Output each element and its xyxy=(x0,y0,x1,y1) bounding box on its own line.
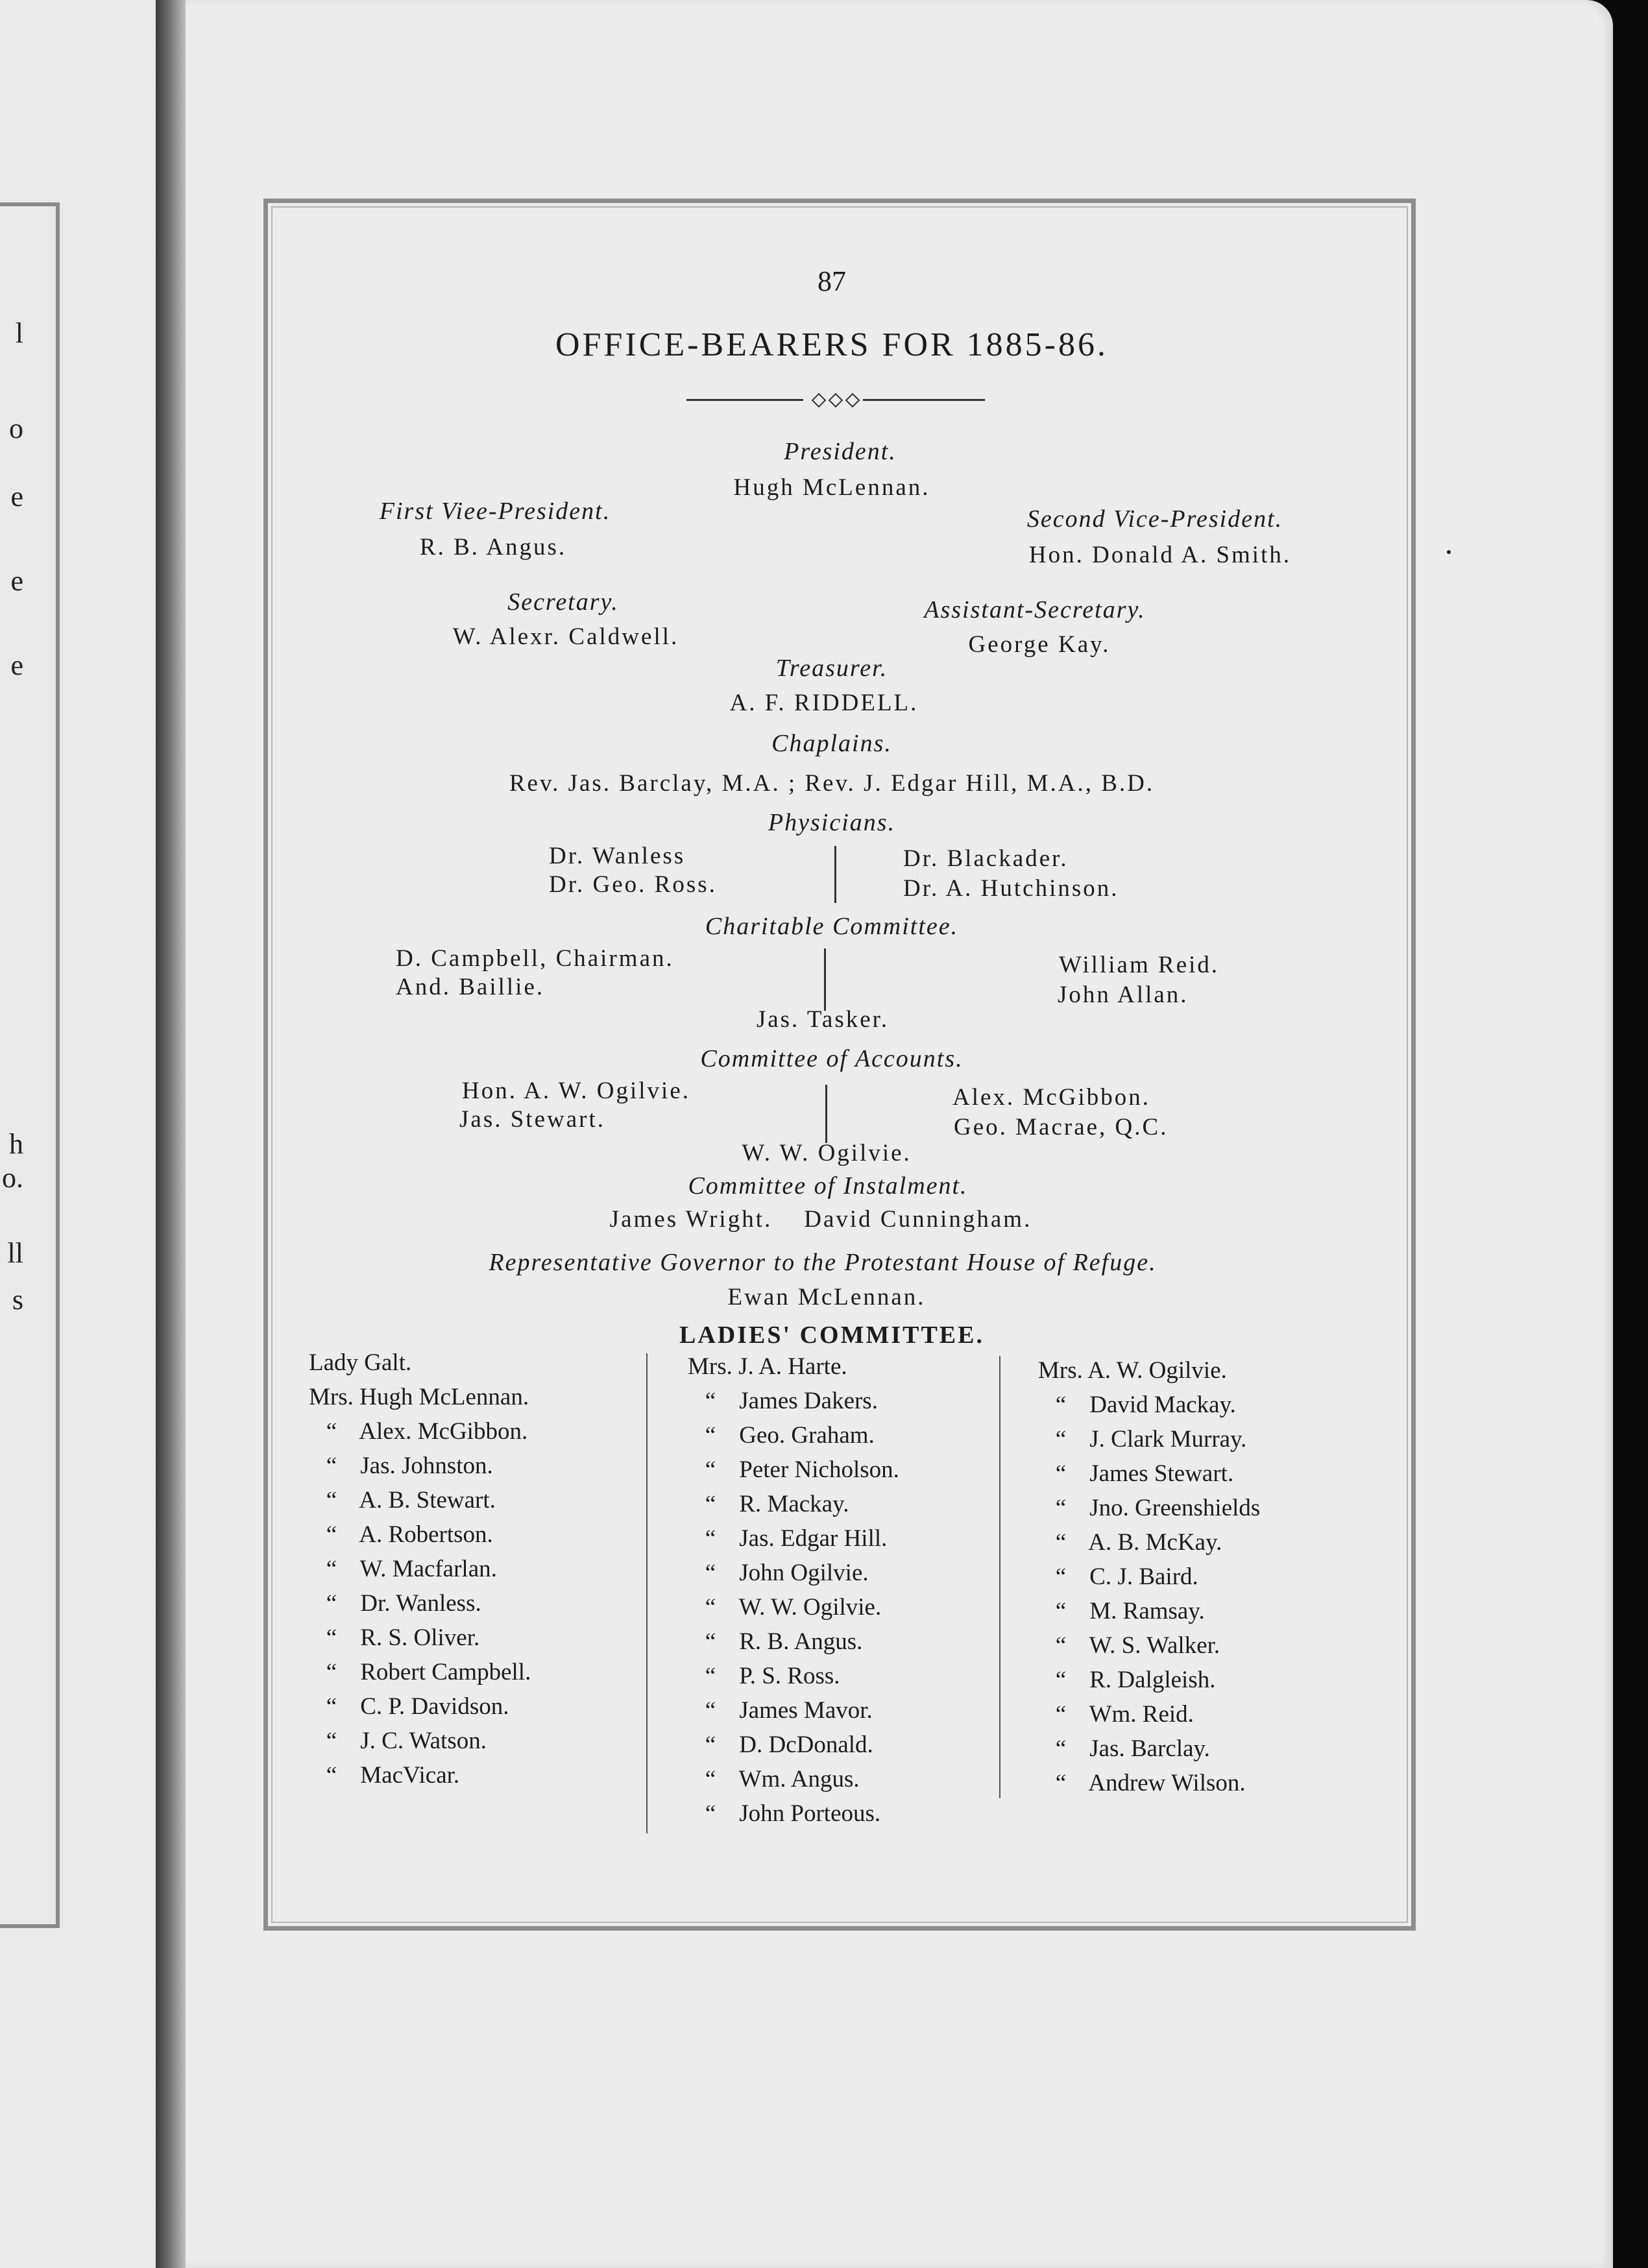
ladies-member: Mrs. A. W. Ogilvie. xyxy=(1038,1357,1227,1384)
ladies-member: P. S. Ross. xyxy=(739,1663,840,1689)
list-item xyxy=(688,1659,899,1693)
ladies-member: Lady Galt. xyxy=(309,1349,412,1376)
ladies-member: W. Macfarlan. xyxy=(359,1556,497,1582)
ditto-mark: “ xyxy=(1055,1495,1067,1521)
ladies-member: Geo. Graham. xyxy=(739,1422,875,1449)
ladies-member: Alex. McGibbon. xyxy=(359,1418,528,1445)
treasurer-name: A. F. RIDDELL. xyxy=(729,690,919,716)
ladies-member: C. J. Baird. xyxy=(1089,1563,1198,1590)
charitable-member: William Reid. xyxy=(1059,952,1220,978)
accounts-member: Geo. Macrae, Q.C. xyxy=(954,1114,1169,1140)
ditto-mark: “ xyxy=(326,1659,337,1685)
column-divider xyxy=(824,948,826,1011)
title-ornament xyxy=(686,393,985,406)
ladies-member: Jas. Johnston. xyxy=(360,1453,493,1479)
list-item xyxy=(1038,1422,1260,1456)
instalment-members: James Wright. David Cunningham. xyxy=(609,1206,1032,1233)
list-item xyxy=(1038,1731,1260,1766)
first-vice-president-role: First Viee-President. xyxy=(379,498,611,525)
list-item xyxy=(1038,1525,1260,1560)
refuge-governor-name: Ewan McLennan. xyxy=(727,1284,926,1310)
charitable-member: John Allan. xyxy=(1058,982,1189,1008)
list-item xyxy=(309,1586,531,1621)
list-item xyxy=(1038,1456,1260,1491)
facing-page-border xyxy=(0,202,60,1928)
assistant-secretary-role: Assistant-Secretary. xyxy=(924,596,1146,623)
facing-page-fragment: l xyxy=(15,317,23,349)
ladies-member: Wm. Reid. xyxy=(1089,1701,1194,1728)
accounts-member: W. W. Ogilvie. xyxy=(742,1140,912,1166)
ditto-mark: “ xyxy=(705,1525,716,1552)
physicians-role: Physicians. xyxy=(768,809,896,836)
accounts-committee-role: Committee of Accounts. xyxy=(700,1045,963,1072)
list-item xyxy=(309,1483,531,1517)
list-item xyxy=(688,1796,899,1831)
list-item xyxy=(688,1521,899,1556)
list-item xyxy=(1038,1560,1260,1594)
ladies-member: D. DcDonald. xyxy=(739,1731,873,1758)
ladies-member: R. Dalgleish. xyxy=(1089,1667,1216,1693)
ditto-mark: “ xyxy=(326,1487,337,1514)
list-item xyxy=(688,1728,899,1762)
facing-page-fragment: o xyxy=(9,413,23,444)
ladies-member: Wm. Angus. xyxy=(738,1766,860,1792)
ditto-mark: “ xyxy=(705,1697,716,1724)
ditto-mark: “ xyxy=(1055,1426,1067,1453)
physician-name: Dr. Blackader. xyxy=(903,845,1069,872)
ditto-mark: “ xyxy=(326,1556,337,1582)
list-item xyxy=(688,1453,899,1487)
list-item xyxy=(688,1418,899,1453)
ladies-member: Mrs. Hugh McLennan. xyxy=(309,1384,529,1410)
ladies-member: A. Robertson. xyxy=(359,1521,493,1548)
chaplains-role: Chaplains. xyxy=(771,730,892,757)
physician-name: Dr. Geo. Ross. xyxy=(549,871,717,898)
ditto-mark: “ xyxy=(326,1453,337,1479)
ditto-mark: “ xyxy=(1055,1701,1067,1728)
ditto-mark: “ xyxy=(705,1731,716,1758)
assistant-secretary-name: George Kay. xyxy=(968,631,1111,658)
list-item xyxy=(309,1414,531,1449)
chaplains-names: Rev. Jas. Barclay, M.A. ; Rev. J. Edgar Hill, M.A., B.D. xyxy=(509,770,1155,797)
ladies-column-3 xyxy=(1038,1353,1260,1800)
ladies-member: Andrew Wilson. xyxy=(1088,1770,1246,1796)
ladies-member: C. P. Davidson. xyxy=(360,1693,509,1720)
facing-page-fragment: s xyxy=(12,1284,23,1316)
ladies-member: Peter Nicholson. xyxy=(739,1456,899,1483)
list-item xyxy=(309,1552,531,1586)
facing-page xyxy=(0,0,156,2268)
list-item xyxy=(1038,1388,1260,1422)
ladies-member: Dr. Wanless. xyxy=(360,1590,481,1617)
ditto-mark: “ xyxy=(705,1422,716,1449)
list-item xyxy=(309,1449,531,1483)
charitable-member: And. Baillie. xyxy=(396,974,545,1000)
ladies-member: R. Mackay. xyxy=(739,1491,849,1517)
page-number: 87 xyxy=(818,265,846,297)
list-item xyxy=(688,1762,899,1796)
ladies-member: Jno. Greenshields xyxy=(1089,1495,1261,1521)
ditto-mark: “ xyxy=(705,1628,716,1655)
list-item xyxy=(309,1758,531,1792)
ladies-member: J. Clark Murray. xyxy=(1089,1426,1247,1453)
ditto-mark: “ xyxy=(705,1456,716,1483)
list-item xyxy=(688,1590,899,1624)
physician-name: Dr. Wanless xyxy=(549,843,686,869)
ditto-mark: “ xyxy=(1055,1392,1067,1418)
accounts-member: Hon. A. W. Ogilvie. xyxy=(462,1078,690,1104)
column-divider xyxy=(999,1356,1000,1798)
page-title: OFFICE-BEARERS FOR 1885-86. xyxy=(555,326,1108,363)
ladies-member: A. B. McKay. xyxy=(1088,1529,1222,1556)
facing-page-fragment: e xyxy=(10,565,23,597)
ladies-member: W. W. Ogilvie. xyxy=(738,1594,882,1621)
column-divider xyxy=(834,846,836,903)
charitable-member: Jas. Tasker. xyxy=(756,1006,890,1033)
ladies-member: John Porteous. xyxy=(739,1800,881,1827)
facing-page-fragment: e xyxy=(10,481,23,513)
ladies-member: M. Ramsay. xyxy=(1089,1598,1205,1624)
ditto-mark: “ xyxy=(1055,1460,1067,1487)
ditto-mark: “ xyxy=(1055,1632,1067,1659)
ladies-member: R. S. Oliver. xyxy=(360,1624,480,1651)
ladies-member: Jas. Edgar Hill. xyxy=(739,1525,888,1552)
column-divider xyxy=(646,1353,648,1833)
ladies-member: J. C. Watson. xyxy=(360,1728,487,1754)
ditto-mark: “ xyxy=(705,1800,716,1827)
ditto-mark: “ xyxy=(326,1521,337,1548)
charitable-committee-role: Charitable Committee. xyxy=(705,913,959,940)
list-item xyxy=(1038,1697,1260,1731)
facing-page-fragment: e xyxy=(10,649,23,681)
ladies-member: Mrs. J. A. Harte. xyxy=(688,1353,847,1380)
treasurer-role: Treasurer. xyxy=(775,655,888,682)
book-gutter xyxy=(156,0,186,2268)
ladies-column-1 xyxy=(309,1345,531,1792)
list-item xyxy=(1038,1663,1260,1697)
list-item xyxy=(688,1487,899,1521)
ladies-member: MacVicar. xyxy=(360,1762,460,1789)
ladies-member: James Dakers. xyxy=(739,1388,878,1414)
ditto-mark: “ xyxy=(705,1663,716,1689)
list-item xyxy=(1038,1594,1260,1628)
accounts-member: Jas. Stewart. xyxy=(459,1106,605,1133)
list-item xyxy=(309,1655,531,1689)
ditto-mark: “ xyxy=(326,1418,337,1445)
list-item xyxy=(688,1693,899,1728)
second-vice-president-name: Hon. Donald A. Smith. xyxy=(1028,542,1292,568)
ditto-mark: “ xyxy=(326,1762,337,1789)
ditto-mark: “ xyxy=(326,1590,337,1617)
list-item xyxy=(688,1556,899,1590)
list-item xyxy=(309,1689,531,1724)
ladies-member: Robert Campbell. xyxy=(360,1659,531,1685)
facing-page-fragment: o. xyxy=(2,1162,23,1194)
ditto-mark: “ xyxy=(1055,1529,1067,1556)
president-role: President. xyxy=(784,438,897,465)
list-item xyxy=(309,1724,531,1758)
accounts-member: Alex. McGibbon. xyxy=(952,1084,1150,1111)
ladies-member: James Mavor. xyxy=(739,1697,873,1724)
facing-page-fragment: h xyxy=(9,1128,23,1160)
ditto-mark: “ xyxy=(705,1594,716,1621)
physician-name: Dr. A. Hutchinson. xyxy=(903,875,1119,902)
list-item xyxy=(1038,1628,1260,1663)
list-item xyxy=(688,1384,899,1418)
list-item xyxy=(1038,1491,1260,1525)
ladies-member: W. S. Walker. xyxy=(1089,1632,1220,1659)
ditto-mark: “ xyxy=(705,1766,716,1792)
ditto-mark: “ xyxy=(1055,1563,1067,1590)
ladies-member: David Mackay. xyxy=(1089,1392,1236,1418)
ditto-mark: “ xyxy=(705,1388,716,1414)
secretary-role: Secretary. xyxy=(507,588,619,616)
ditto-mark: “ xyxy=(705,1560,716,1586)
ditto-mark: “ xyxy=(1055,1598,1067,1624)
president-name: Hugh McLennan. xyxy=(733,474,930,501)
ditto-mark: “ xyxy=(326,1624,337,1651)
ladies-member: A. B. Stewart. xyxy=(359,1487,496,1514)
list-item xyxy=(309,1621,531,1655)
list-item xyxy=(1038,1766,1260,1800)
ladies-member: R. B. Angus. xyxy=(739,1628,863,1655)
charitable-member: D. Campbell, Chairman. xyxy=(396,945,674,972)
ladies-member: Jas. Barclay. xyxy=(1089,1735,1210,1762)
instalment-committee-role: Committee of Instalment. xyxy=(688,1172,968,1200)
ladies-column-2 xyxy=(688,1349,899,1831)
ladies-member: John Ogilvie. xyxy=(739,1560,869,1586)
ladies-member: James Stewart. xyxy=(1089,1460,1234,1487)
ditto-mark: “ xyxy=(1055,1667,1067,1693)
ditto-mark: “ xyxy=(1055,1735,1067,1762)
ditto-mark: “ xyxy=(705,1491,716,1517)
first-vice-president-name: R. B. Angus. xyxy=(419,534,567,561)
list-item xyxy=(309,1517,531,1552)
facing-page-fragment: ll xyxy=(7,1237,23,1269)
second-vice-president-role: Second Vice-President. xyxy=(1026,505,1283,533)
ditto-mark: “ xyxy=(1055,1770,1067,1796)
column-divider xyxy=(825,1085,827,1143)
refuge-governor-role: Representative Governor to the Protestant House of Refuge. xyxy=(489,1249,1157,1276)
secretary-name: W. Alexr. Caldwell. xyxy=(452,623,679,650)
list-item xyxy=(688,1624,899,1659)
margin-speck xyxy=(1447,550,1451,554)
ditto-mark: “ xyxy=(326,1728,337,1754)
ditto-mark: “ xyxy=(326,1693,337,1720)
ladies-committee-heading: LADIES' COMMITTEE. xyxy=(679,1321,984,1349)
